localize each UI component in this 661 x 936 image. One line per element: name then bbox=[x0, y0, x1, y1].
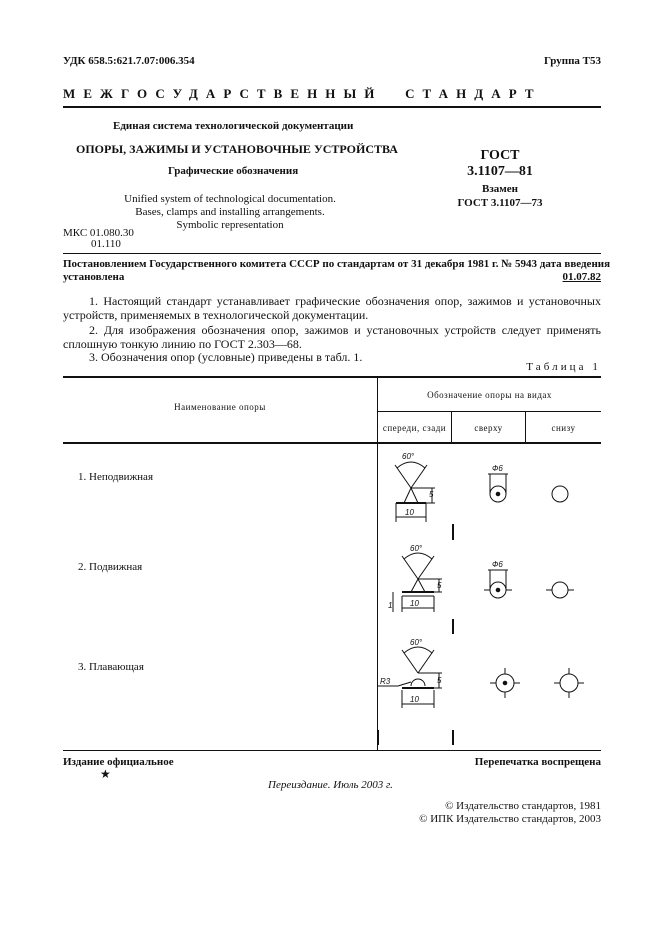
reissue-note: Переиздание. Июль 2003 г. bbox=[268, 779, 393, 791]
diameter-dimension-label: Ф6 bbox=[492, 560, 503, 569]
table-row-label: 3. Плавающая bbox=[78, 661, 144, 673]
fixed-support-bottom-symbol bbox=[552, 486, 568, 502]
reprint-prohibited: Перепечатка воспрещена bbox=[474, 756, 601, 768]
document-title: ОПОРЫ, ЗАЖИМЫ И УСТАНОВОЧНЫЕ УСТРОЙСТВА bbox=[76, 142, 398, 156]
movable-support-bottom-symbol bbox=[546, 582, 574, 598]
copyright-2003: © ИПК Издательство стандартов, 2003 bbox=[419, 813, 601, 825]
height-dimension-label: 5 bbox=[437, 581, 442, 590]
gost-number: 3.1107—81 bbox=[467, 164, 533, 179]
movable-support-front-symbol bbox=[393, 553, 453, 634]
standard-type-heading: МЕЖГОСУДАРСТВЕННЫЙ СТАНДАРТ bbox=[63, 86, 542, 101]
offset-dimension-label: 1 bbox=[388, 601, 393, 610]
mks-line: МКС 01.080.30 bbox=[63, 227, 134, 239]
paragraph-3: 3. Обозначения опор (условные) приведены в табл. 1. bbox=[89, 350, 363, 364]
floating-support-bottom-symbol bbox=[554, 668, 584, 698]
width-dimension-label: 10 bbox=[410, 695, 419, 704]
fixed-support-front-symbol bbox=[395, 462, 453, 540]
decree-date: 01.07.82 bbox=[562, 271, 601, 283]
table-caption: Таблица 1 bbox=[526, 361, 601, 373]
table-row-label: 2. Подвижная bbox=[78, 561, 143, 573]
english-title-line: Symbolic representation bbox=[176, 219, 284, 231]
gost-label: ГОСТ bbox=[480, 148, 520, 163]
width-dimension-label: 10 bbox=[405, 508, 414, 517]
column-header-name: Наименование опоры bbox=[174, 402, 266, 412]
replaces-standard: ГОСТ 3.1107—73 bbox=[457, 197, 543, 209]
fixed-support-top-symbol bbox=[488, 474, 508, 502]
official-edition: Издание официальное bbox=[63, 756, 174, 768]
radius-dimension-label: R3 bbox=[380, 677, 391, 686]
column-header-bottom: снизу bbox=[551, 423, 576, 433]
height-dimension-label: 5 bbox=[429, 490, 434, 499]
column-header-front: спереди, сзади bbox=[382, 423, 447, 433]
angle-dimension-label: 60° bbox=[402, 452, 415, 461]
angle-dimension-label: 60° bbox=[410, 544, 423, 553]
star-mark: ★ bbox=[100, 767, 111, 781]
mks-line: 01.110 bbox=[91, 238, 121, 250]
system-title: Единая система технологической документации bbox=[113, 120, 354, 132]
column-header-top: сверху bbox=[474, 423, 503, 433]
width-dimension-label: 10 bbox=[410, 599, 419, 608]
floating-support-top-symbol bbox=[490, 668, 520, 698]
english-title-line: Unified system of technological documentation. bbox=[124, 193, 336, 205]
column-header-views: Обозначение опоры на видах bbox=[427, 390, 552, 400]
paragraph-1: 1. Настоящий стандарт устанавливает графические обозначения опор, зажимов и установочных устройств, применяемых в технологической документации. bbox=[63, 294, 601, 322]
movable-support-top-symbol bbox=[484, 570, 512, 598]
replaces-label: Взамен bbox=[482, 183, 518, 195]
diameter-dimension-label: Ф6 bbox=[492, 464, 503, 473]
udk-code: УДК 658.5:621.7.07:006.354 bbox=[63, 55, 195, 67]
decree-established: установлена bbox=[63, 271, 125, 283]
copyright-1981: © Издательство стандартов, 1981 bbox=[445, 800, 601, 812]
document-subtitle: Графические обозначения bbox=[168, 165, 299, 177]
table-row-label: 1. Неподвижная bbox=[78, 471, 154, 483]
english-title-line: Bases, clamps and installing arrangements. bbox=[135, 206, 325, 218]
paragraph-2: 2. Для изображения обозначения опор, зажимов и установочных устройств следует применять сплошную тонкую линию по ГОСТ 2.303—68. bbox=[63, 323, 601, 351]
group-code: Группа Т53 bbox=[543, 55, 601, 67]
angle-dimension-label: 60° bbox=[410, 638, 423, 647]
height-dimension-label: 5 bbox=[437, 676, 442, 685]
decree-text: Постановлением Государственного комитета СССР по стандартам от 31 декабря 1981 г. № 5943 дата введения bbox=[63, 258, 611, 270]
